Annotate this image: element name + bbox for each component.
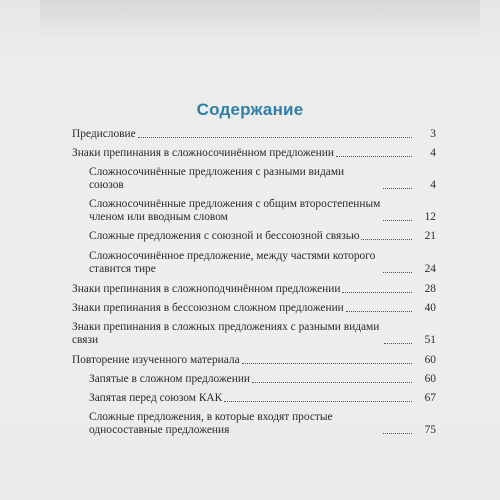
dot-leader [224,401,412,402]
toc-entry [72,302,436,315]
toc-entry-text: Сложносочинённые предложения с общим второстепенным членом или вводным словом [89,198,381,223]
toc-page-number: 21 [424,230,436,242]
toc-entry [89,250,436,276]
toc-entry [89,198,436,224]
dot-leader [138,137,412,138]
toc-page-number: 60 [424,354,436,366]
dot-leader [242,363,412,364]
toc-entry-text: Знаки препинания в сложных предложениях с разными видами связи [72,321,380,346]
toc-entry [72,128,436,141]
toc-entry-text: Сложносочинённое предложение, между частями которого ставится тире [89,250,376,275]
toc-entry [89,166,436,192]
toc-page-number: 3 [430,128,436,140]
toc-entry [89,230,436,243]
dot-leader [383,272,412,273]
toc-entry-text: Повторение изученного материала [72,354,240,366]
dot-leader [252,382,412,383]
page-title: Содержание [196,100,304,119]
dot-leader [346,311,412,312]
dot-leader [336,156,412,157]
table-of-contents [72,128,436,437]
toc-page-number: 40 [424,302,436,314]
toc-entry [72,147,436,160]
toc-entry-text: Запятая перед союзом КАК [89,392,223,404]
toc-entry [72,321,436,347]
toc-entry-text: Знаки препинания в сложносочинённом предложении [72,147,334,159]
dot-leader [361,239,412,240]
toc-entry-text: Предисловие [72,128,136,140]
toc-entry [89,392,436,405]
toc-page-number: 24 [424,263,436,275]
toc-page-number: 67 [424,392,436,404]
toc-entry-text: Сложные предложения, в которые входят простые односоставные предложения [89,411,333,436]
toc-entry-text: Сложносочинённые предложения с разными видами союзов [89,166,345,191]
toc-entry-text: Сложные предложения с союзной и бессоюзной связью [89,230,360,242]
toc-page-number: 4 [430,179,436,191]
toc-page-number: 4 [430,147,436,159]
dot-leader [384,343,412,344]
toc-page-number: 51 [424,334,436,346]
toc-entry [89,373,436,386]
toc-entry [72,283,436,296]
dot-leader [383,188,412,189]
toc-entry [72,354,436,367]
toc-page-number: 28 [424,283,436,295]
toc-entry [89,411,436,437]
toc-page-number: 60 [424,373,436,385]
dot-leader [342,292,412,293]
toc-entry-text: Запятые в сложном предложении [89,373,251,385]
dot-leader [383,220,412,221]
toc-entry-text: Знаки препинания в бессоюзном сложном предложении [72,302,344,314]
toc-page-number: 12 [424,211,436,223]
page-top-shadow [40,0,480,38]
toc-entry-text: Знаки препинания в сложноподчинённом предложении [72,283,341,295]
toc-page-number: 75 [424,424,436,436]
dot-leader [383,433,412,434]
